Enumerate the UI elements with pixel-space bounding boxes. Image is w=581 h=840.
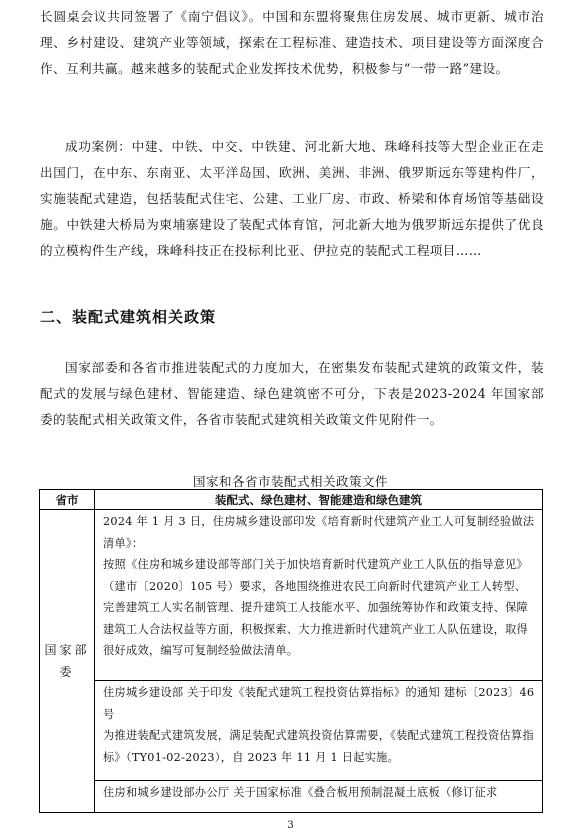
table-row — [40, 510, 543, 681]
policy-entry-title: 2024 年 1 月 3 日，住房城乡建设部印发《培育新时代建筑产业工人可复制经验做法清单》： — [103, 515, 535, 550]
policy-table — [39, 489, 543, 813]
policy-entry-title: 住房和城乡建设部办公厅 关于国家标准《叠合板用预制混凝土底板（修订征求 — [103, 786, 498, 799]
header-province: 省市 — [40, 490, 95, 510]
policy-entry-body: 为推进装配式建筑发展，满足装配式建筑投资估算需要，《装配式建筑工程投资估算指标》（TY01-02-2023），自 2023 年 11 月 1 日起实施。 — [103, 729, 534, 764]
page-number: 3 — [287, 820, 294, 831]
table-caption: 国家和各省市装配式相关政策文件 — [192, 474, 388, 489]
policy-entry — [95, 781, 543, 813]
policy-paragraph: 国家部委和各省市推进装配式的力度加大，在密集发布装配式建筑的政策文件，装配式的发展与绿色建材、智能建造、绿色建筑密不可分，下表是2023-2024 年国家部委的装配式相关政策文件，各省市装配式建筑相关政策文件见附件一。 — [40, 360, 544, 427]
policy-entry — [95, 510, 543, 681]
header-topics: 装配式、绿色建材、智能建造和绿色建筑 — [95, 490, 543, 510]
policy-entry-title: 住房城乡建设部 关于印发《装配式建筑工程投资估算指标》的通知 建标〔2023〕46 号 — [103, 686, 535, 721]
intro-paragraph: 长圆桌会议共同签署了《南宁倡议》。中国和东盟将聚焦住房发展、城市更新、城市治理、乡村建设、建筑产业等领域，探索在工程标准、建造技术、项目建设等方面深度合作、互利共赢。越来越多的装配式企业发挥技术优势，积极参与“一带一路”建设。 — [40, 9, 544, 76]
policy-entry — [95, 681, 543, 781]
row-label-ministries: 国家部委 — [40, 510, 95, 813]
table-header-row — [40, 490, 543, 510]
section-title: 二、装配式建筑相关政策 — [40, 308, 217, 326]
policy-entry-body: 按照《住房和城乡建设部等部门关于加快培育新时代建筑产业工人队伍的指导意见》（建市〔2020〕105 号）要求，各地围绕推进农民工向新时代建筑产业工人转型、完善建筑工人实名制管理、提升建筑工人技能水平、加强统筹协作和政策支持、保障建筑工人合法权益等方面，积极探索、大力推进新时代建筑产业工人队伍建设，取得很好成效，编写可复制经验做法清单。 — [103, 558, 529, 657]
table-row — [40, 681, 543, 781]
table-row — [40, 781, 543, 813]
case-paragraph: 成功案例：中建、中铁、中交、中铁建、河北新大地、珠峰科技等大型企业正在走出国门，在中东、东南亚、太平洋岛国、欧洲、美洲、非洲、俄罗斯远东等建构件厂，实施装配式建造，包括装配式住宅、公建、工业厂房、市政、桥梁和体育场馆等基础设施。中铁建大桥局为柬埔寨建设了装配式体育馆，河北新大地为俄罗斯远东提供了优良的立模构件生产线，珠峰科技正在投标利比亚、伊拉克的装配式工程项目…… — [40, 139, 544, 258]
